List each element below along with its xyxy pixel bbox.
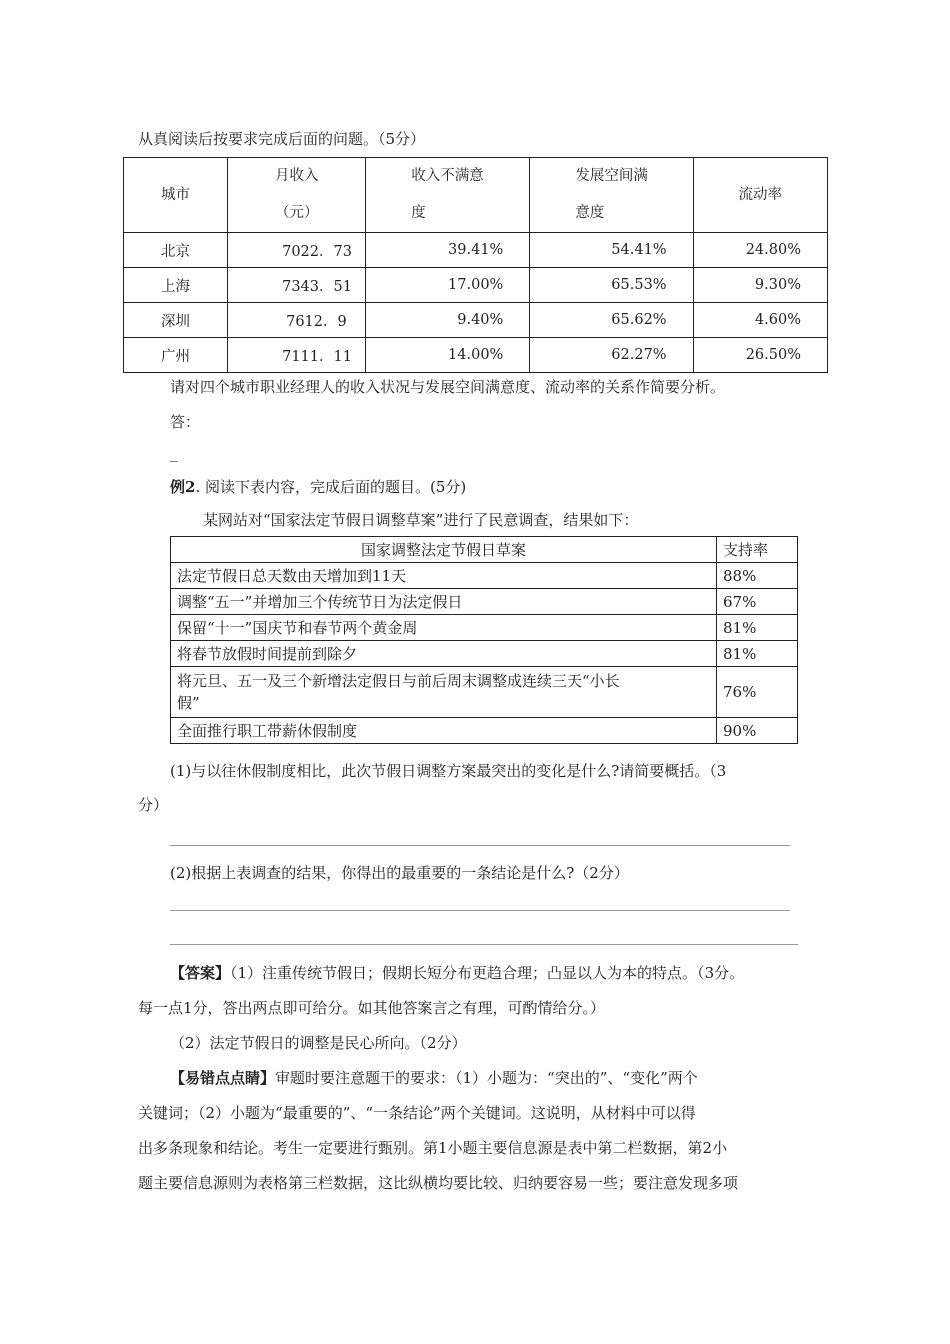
table-header-row — [124, 158, 828, 233]
cell-city: 广州 — [124, 338, 228, 373]
cell-income: 7612．9 — [228, 303, 366, 338]
table-row — [171, 718, 798, 744]
tips-text: 审题时要注意题干的要求：（1）小题为：“突出的”、“变化”两个 — [275, 1069, 698, 1087]
answer-block-line3: （2）法定节假日的调整是民心所向。（2分） — [170, 1034, 467, 1052]
table-row — [171, 589, 798, 615]
cell-dissatisfaction: 39.41% — [366, 233, 530, 268]
answer-line — [170, 910, 790, 911]
table-row — [124, 268, 828, 303]
example2-label: 例2 — [170, 478, 196, 496]
question-part1: (1)与以往休假制度相比，此次节假日调整方案最突出的变化是什么?请简要概括。（3 — [170, 762, 727, 780]
header-monthly-income: 月收入 （元） — [228, 158, 366, 233]
intro-text: 从真阅读后按要求完成后面的问题。（5分） — [138, 130, 426, 148]
header-income-dissatisfaction: 收入不满意 度 — [366, 158, 530, 233]
cell-item: 保留“十一”国庆节和春节两个黄金周 — [171, 615, 717, 641]
tips-line1 — [170, 1067, 698, 1088]
answer-block-line1 — [170, 962, 744, 983]
header-turnover-rate: 流动率 — [693, 158, 827, 233]
underscore-mark: _ — [170, 444, 178, 462]
table-row — [124, 338, 828, 373]
tips-line4: 题主要信息源则为表格第三栏数据，这比纵横均要比较、归纳要容易一些；要注意发现多项 — [138, 1174, 739, 1192]
cell-satisfaction: 62.27% — [530, 338, 693, 373]
cell-turnover: 4.60% — [693, 303, 827, 338]
table-row — [171, 615, 798, 641]
cell-turnover: 26.50% — [693, 338, 827, 373]
table-row — [124, 233, 828, 268]
cell-item: 全面推行职工带薪休假制度 — [171, 718, 717, 744]
example2-heading — [170, 476, 466, 497]
cell-satisfaction: 65.62% — [530, 303, 693, 338]
header-city: 城市 — [124, 158, 228, 233]
city-income-table — [123, 157, 828, 373]
table-row — [124, 303, 828, 338]
header-draft: 国家调整法定节假日草案 — [171, 537, 717, 563]
question-part1-cont: 分） — [138, 796, 169, 814]
cell-rate: 81% — [717, 641, 798, 667]
cell-rate: 88% — [717, 563, 798, 589]
answer-text: （1）注重传统节假日；假期长短分布更趋合理；凸显以人为本的特点。（3分。 — [230, 964, 745, 982]
cell-city: 深圳 — [124, 303, 228, 338]
cell-income: 7022．73 — [228, 233, 366, 268]
example2-text: . 阅读下表内容，完成后面的题目。(5分) — [195, 478, 467, 496]
tips-line2: 关键词；（2）小题为“最重要的”、“一条结论”两个关键词。这说明，从材料中可以得 — [138, 1104, 696, 1122]
cell-item: 法定节假日总天数由天增加到11天 — [171, 563, 717, 589]
cell-rate: 90% — [717, 718, 798, 744]
table-row — [171, 641, 798, 667]
cell-dissatisfaction: 14.00% — [366, 338, 530, 373]
answer-label: 答： — [170, 413, 201, 431]
answer-line — [170, 845, 790, 846]
tips-label: 【易错点点睛】 — [170, 1069, 276, 1087]
cell-dissatisfaction: 17.00% — [366, 268, 530, 303]
cell-city: 北京 — [124, 233, 228, 268]
example2-lead: 某网站对“国家法定节假日调整草案”进行了民意调查，结果如下： — [203, 511, 639, 529]
header-support-rate: 支持率 — [717, 537, 798, 563]
cell-income: 7343．51 — [228, 268, 366, 303]
cell-rate: 67% — [717, 589, 798, 615]
cell-rate: 81% — [717, 615, 798, 641]
question-analysis: 请对四个城市职业经理人的收入状况与发展空间满意度、流动率的关系作简要分析。 — [170, 378, 726, 396]
cell-item: 调整“五一”并增加三个传统节日为法定假日 — [171, 589, 717, 615]
cell-income: 7111．11 — [228, 338, 366, 373]
cell-item: 将春节放假时间提前到除夕 — [171, 641, 717, 667]
cell-turnover: 9.30% — [693, 268, 827, 303]
answer-block-line2: 每一点1分，答出两点即可给分。如其他答案言之有理，可酌情给分。） — [138, 999, 606, 1017]
cell-satisfaction: 54.41% — [530, 233, 693, 268]
holiday-survey-table — [170, 536, 798, 744]
table-header-row — [171, 537, 798, 563]
cell-turnover: 24.80% — [693, 233, 827, 268]
table-row — [171, 667, 798, 718]
cell-item: 将元旦、五一及三个新增法定假日与前后周末调整成连续三天“小长 假” — [171, 667, 717, 718]
question-part2: (2)根据上表调查的结果，你得出的最重要的一条结论是什么?（2分） — [170, 864, 629, 882]
tips-line3: 出多条现象和结论。考生一定要进行甄别。第1小题主要信息源是表中第二栏数据，第2小 — [138, 1139, 728, 1157]
cell-satisfaction: 65.53% — [530, 268, 693, 303]
cell-rate: 76% — [717, 667, 798, 718]
cell-city: 上海 — [124, 268, 228, 303]
answer-block-label: 【答案】 — [170, 964, 231, 982]
header-development-satisfaction: 发展空间满 意度 — [530, 158, 693, 233]
table-row — [171, 563, 798, 589]
cell-dissatisfaction: 9.40% — [366, 303, 530, 338]
answer-line — [170, 944, 798, 945]
